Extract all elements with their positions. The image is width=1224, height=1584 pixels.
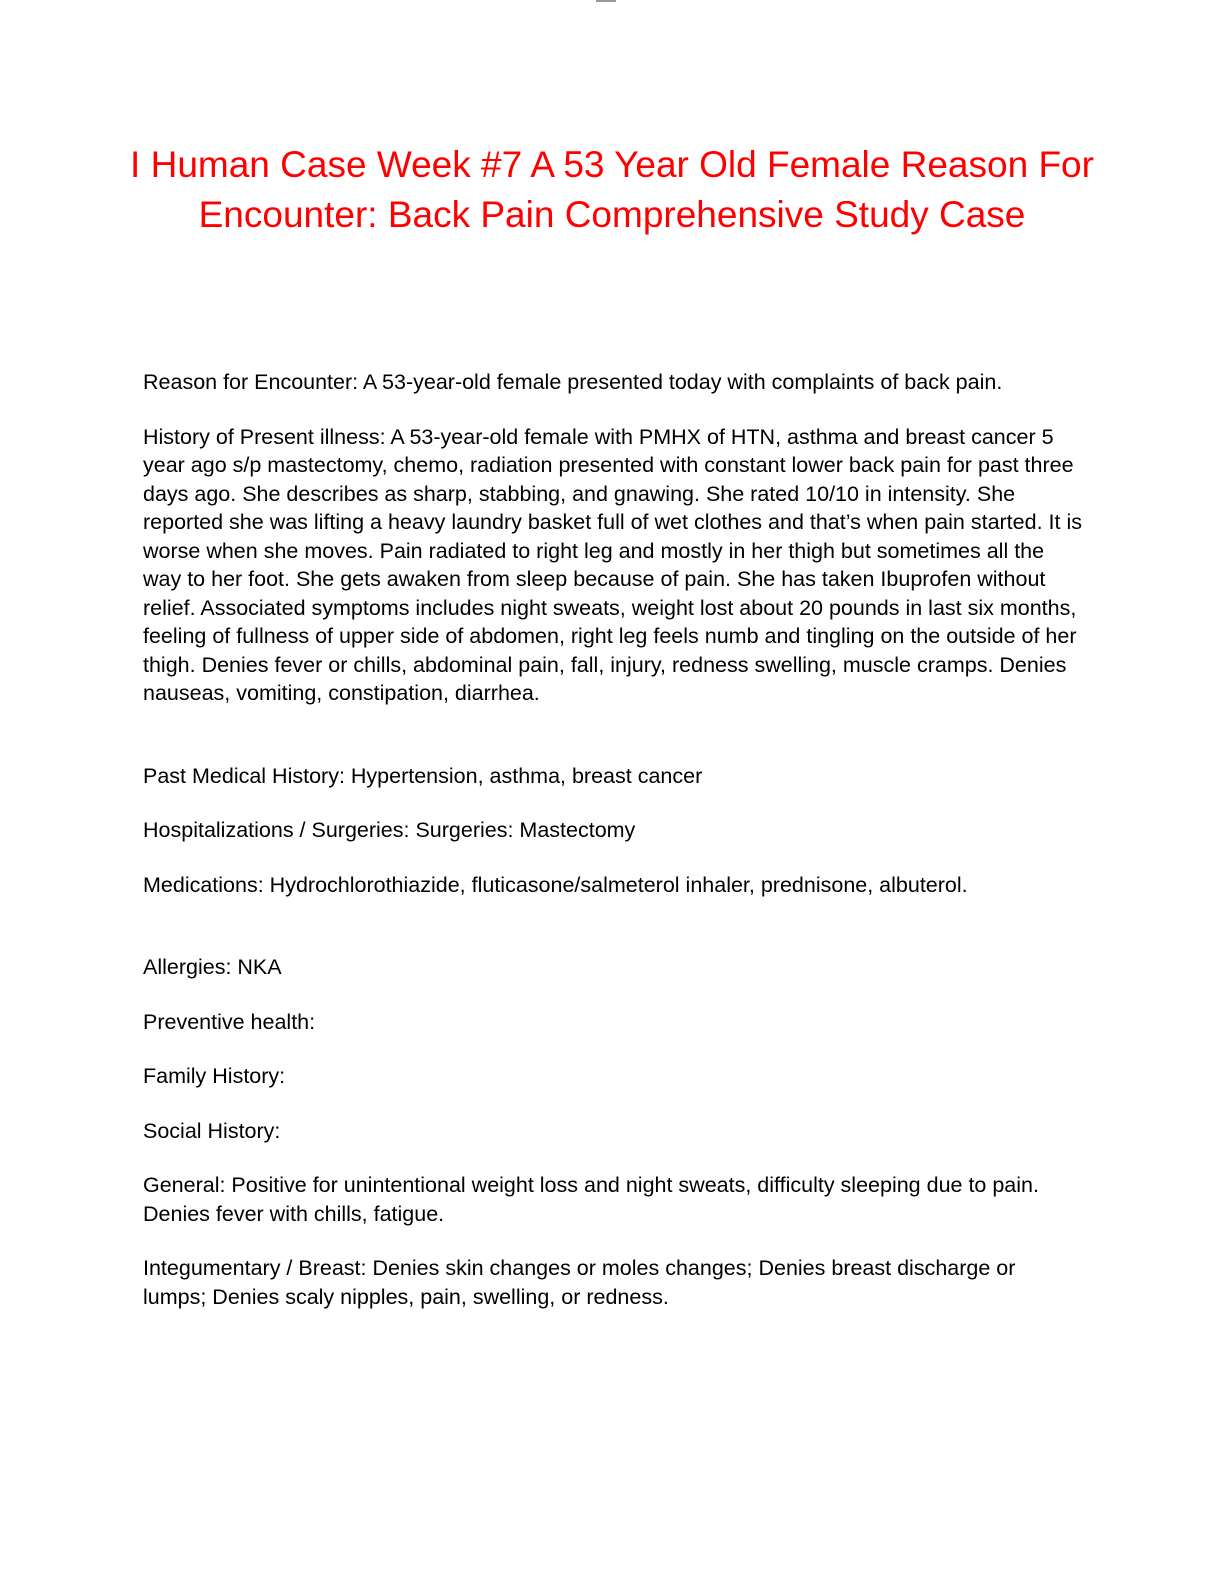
reason-for-encounter: Reason for Encounter: A 53-year-old female presented today with complaints of back pain. [143, 370, 1003, 394]
document-body [143, 368, 1083, 1311]
social-history: Social History: [143, 1118, 281, 1143]
header-mark [596, 0, 616, 2]
general-ros: General: Positive for unintentional weight loss and night sweats, difficulty sleeping due to pain. Denies fever with chills, fatigue. [143, 1173, 1039, 1226]
integumentary-breast-ros: Integumentary / Breast: Denies skin changes or moles changes; Denies breast discharge or lumps; Denies scaly nipples, pain, swelling, or redness. [143, 1256, 1016, 1309]
hospitalizations-surgeries: Hospitalizations / Surgeries: Surgeries: Mastectomy [143, 818, 636, 842]
past-medical-history: Past Medical History: Hypertension, asthma, breast cancer [143, 763, 703, 788]
history-present-illness: History of Present illness: A 53-year-old female with PMHX of HTN, asthma and breast cancer 5 year ago s/p mastectomy, chemo, radiation presented with constant lower back pain for past three days ago. She describes as sharp, stabbing, and gnawing. She rated 10/10 in intensity. She reported she was lifting a heavy laundry basket full of wet clothes and that’s when pain started. It is worse when she moves. Pain radiated to right leg and mostly in her thigh but sometimes all the way to her foot. She gets awaken from sleep because of pain. She has taken Ibuprofen without relief. Associated symptoms includes night sweats, weight lost about 20 pounds in last six months, feeling of fullness of upper side of abdomen, right leg feels numb and tingling on the outside of her thigh. Denies fever or chills, abdominal pain, fall, injury, redness swelling, muscle cramps. Denies nauseas, vomiting, constipation, diarrhea. [143, 424, 1082, 705]
medications: Medications: Hydrochlorothiazide, fluticasone/salmeterol inhaler, prednisone, albuterol. [143, 872, 968, 897]
allergies: Allergies: NKA [143, 955, 282, 979]
document-title: I Human Case Week #7 A 53 Year Old Female Reason For Encounter: Back Pain Comprehensive Study Case [130, 144, 1094, 235]
family-history: Family History: [143, 1064, 286, 1088]
preventive-health: Preventive health: [143, 1009, 316, 1034]
